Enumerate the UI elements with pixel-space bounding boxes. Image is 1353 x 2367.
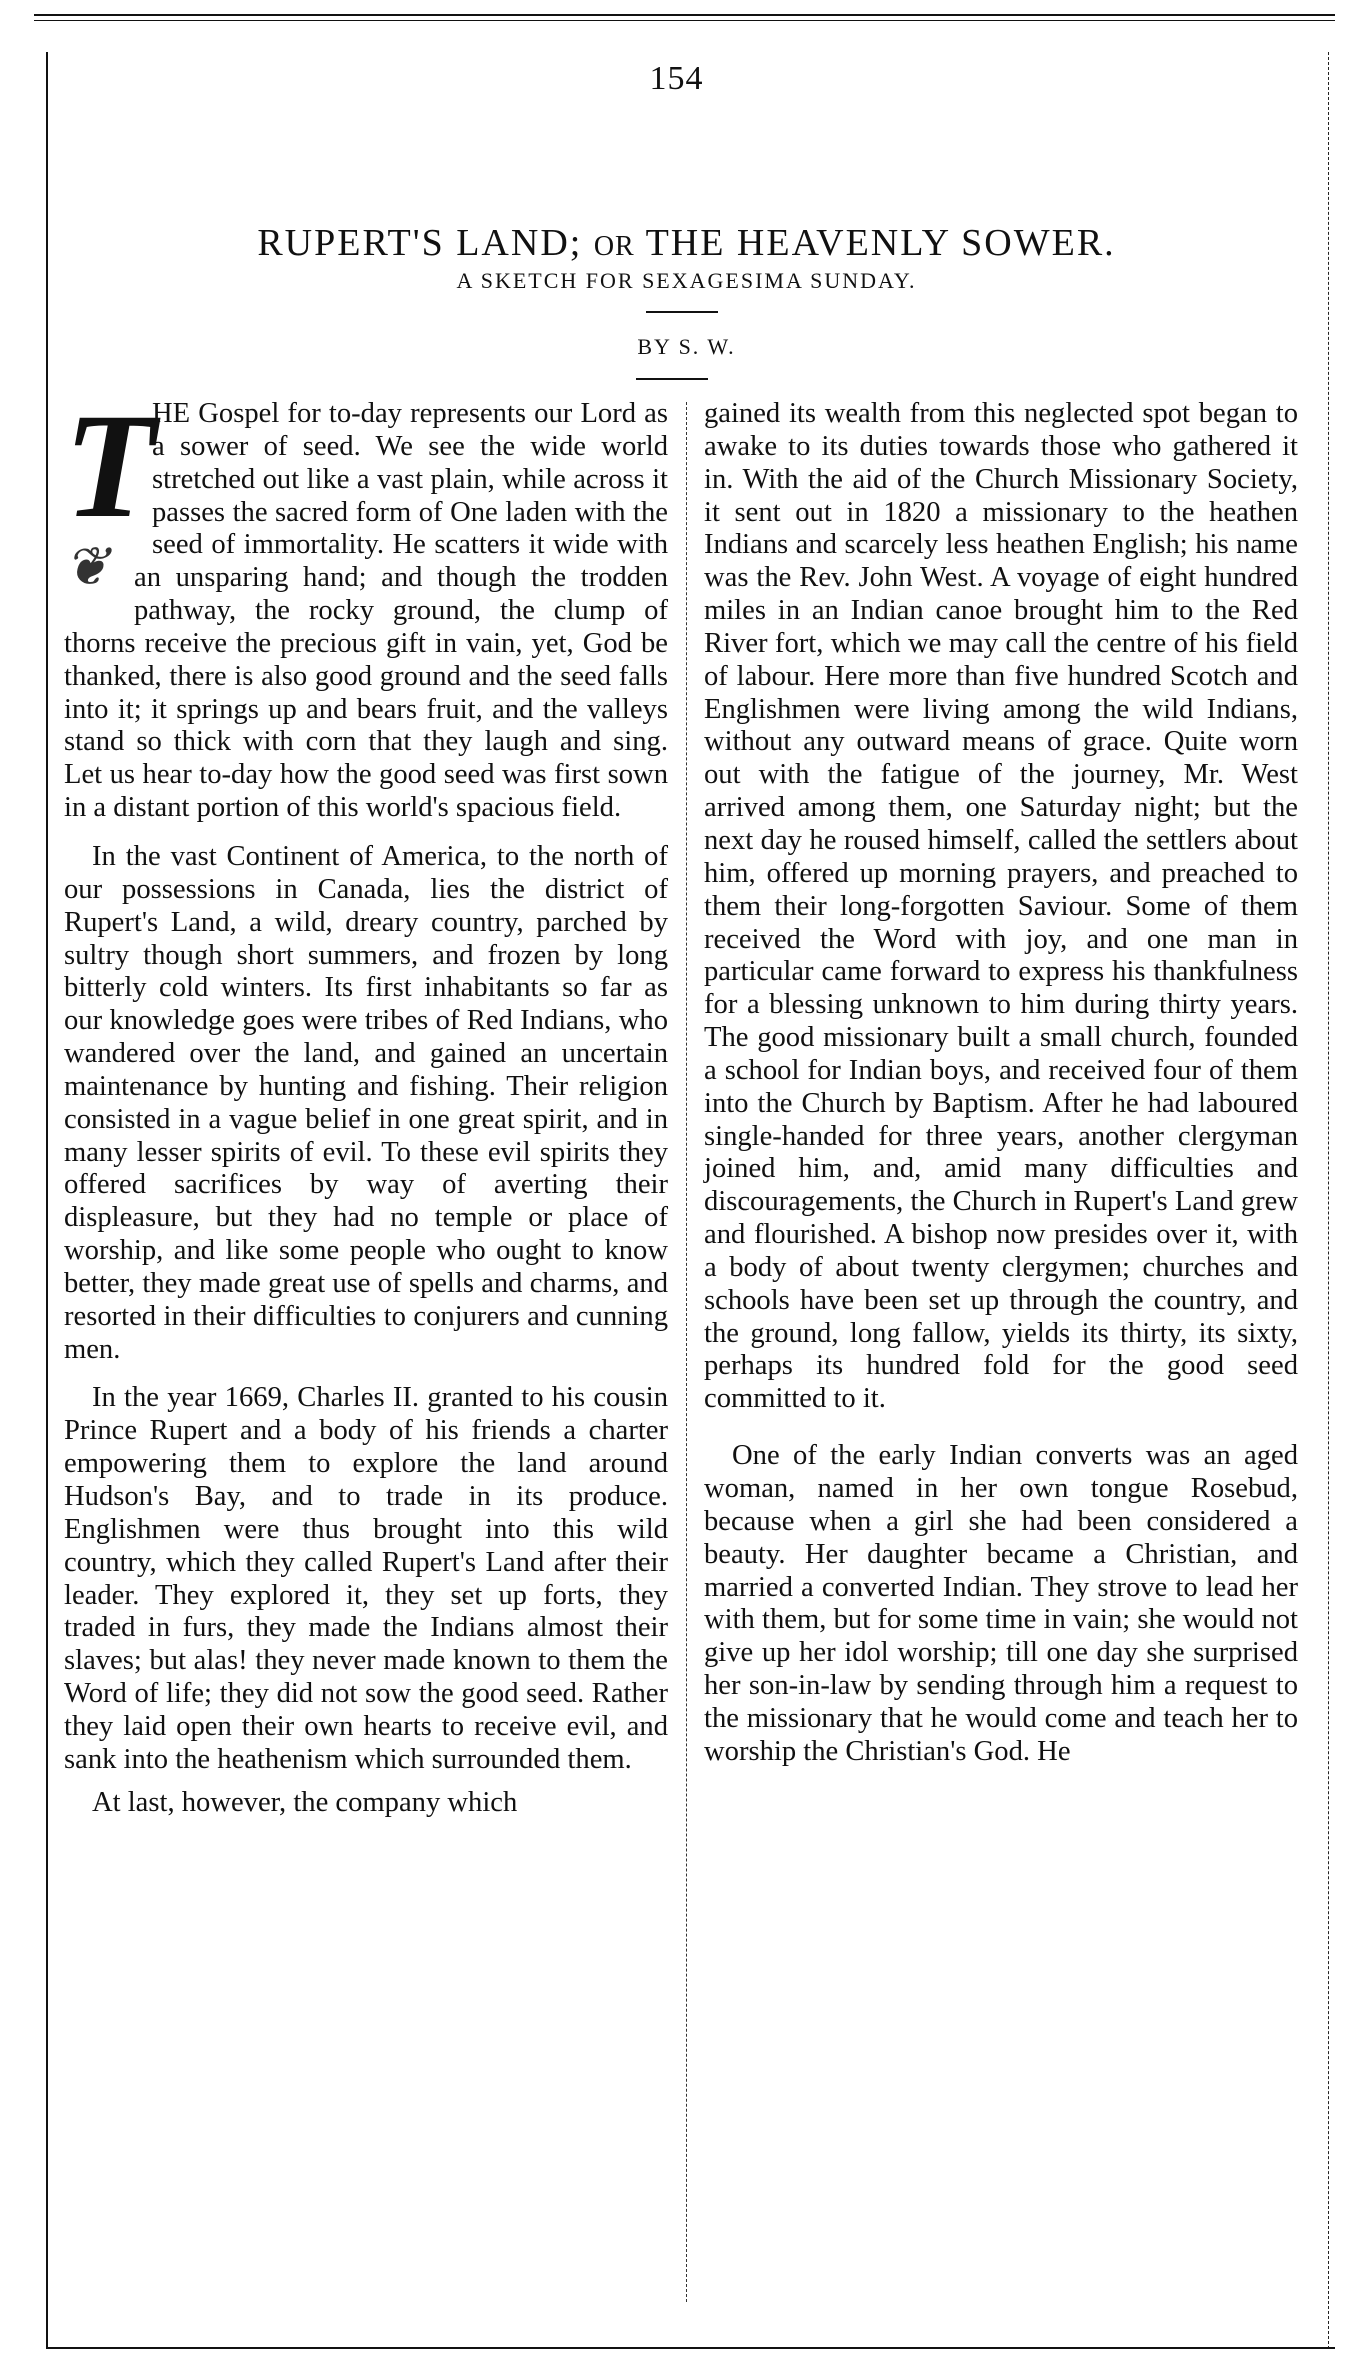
drop-cap-letter: T [64,383,156,549]
left-border-rule [46,52,48,2349]
left-paragraph-3: In the year 1669, Charles II. granted to his cousin Prince Rupert and a body of his friends a charter empowering them to explore the land around Hudson's Bay, and to trade in its produce. Englishmen were thus brought into this wild country, which they called Rupert's Land after their leader. They explored it, they set up forts, they traded in furs, they made the Indians almost their slaves; but alas! they never made known to them the Word of life; they did not sow the good seed. Rather they laid open their own hearts to receive evil, and sank into the heathenism which surrounded them. [64,1382,668,1775]
left-paragraph-2: In the vast Continent of America, to the north of our possessions in Canada, lies the district of Rupert's Land, a wild, dreary country, parched by sultry though short summers, and frozen by long bitterly cold winters. Its first inhabitants so far as our knowledge goes were tribes of Red Indians, who wandered over the land, and gained an uncertain maintenance by hunting and fishing. Their religion consisted in a vague belief in one great spirit, and in many lesser spirits of evil. To these evil spirits they offered sacrifices by way of averting their displeasure, but they had no temple or place of worship, and like some people who ought to know better, they made great use of spells and charms, and resorted in their difficulties to conjurers and cunning men. [64,840,668,1365]
title-or: OR [593,231,635,263]
left-paragraph-1 [64,383,668,825]
byline-rule [636,378,708,380]
right-paragraph-1: gained its wealth from this neglected spot began to awake to its duties towards those who gathered it in. With the aid of the Church Missionary Society, it sent out in 1820 a missionary to the heathen Indians and scarcely less heathen English; his name was the Rev. John West. A voyage of eight hundred miles in an Indian canoe brought him to the Red River fort, which we may call the centre of his field of labour. Here more than five hundred Scotch and Englishmen were living among the wild Indians, without any outward means of grace. Quite worn out with the fatigue of the journey, Mr. West arrived among them, one Saturday night; but the next day he roused himself, called the settlers about him, offered up morning prayers, and preached to them their long-forgotten Saviour. Some of them received the Word with joy, and one man in particular came forward to express his thankfulness for a blessing unknown to him during thirty years. The good missionary built a small church, founded a school for Indian boys, and received four of them into the Church by Baptism. After he had laboured single-handed for three years, another clergyman joined him, and, amid many difficulties and discouragements, the Church in Rupert's Land grew and flourished. A bishop now presides over it, with a body of about twenty clergymen; churches and schools have been set up through the country, and the ground, long fallow, yields its thirty, its sixty, perhaps its hundred fold for the good seed committed to it. [704,398,1298,1415]
right-paragraph-2: One of the early Indian converts was an aged woman, named in her own tongue Rosebud, because when a girl she had been considered a beauty. Her daughter became a Christian, and married a converted Indian. They strove to lead her with them, but for some time in vain; she would not give up her idol worship; till one day she surprised her son-in-law by sending through him a request to the missionary that he would come and teach her to worship the Christian's God. He [704,1440,1298,1767]
bottom-border-rule [46,2347,1335,2349]
left-paragraph-1-text: HE Gospel for to-day represents our Lord as a sower of seed. We see the wide world stretched out like a vast plain, while across it passes the sacred form of One laden with the seed of immortality. He scatters it wide with an unsparing hand; and though the trodden pathway, the rocky ground, the clump of thorns receive the precious gift in vain, yet, God be thanked, there is also good ground and the seed falls into it; it springs up and bears fruit, and the valleys stand so thick with corn that they laugh and sing. Let us hear to-day how the good seed was first sown in a distant portion of this world's spacious field. [64,398,668,824]
page-number: 154 [649,60,704,97]
article-byline: BY S. W. [637,334,736,359]
subtitle-rule [646,311,718,313]
left-paragraph-4: At last, however, the company which [92,1786,518,1818]
top-border-rule [34,14,1335,16]
right-border-rule [1328,52,1329,2349]
right-column [704,398,1298,1769]
article-subtitle: A SKETCH FOR SEXAGESIMA SUNDAY. [456,268,917,293]
column-divider [686,402,687,2302]
title-main: RUPERT'S LAND; [257,222,583,265]
title-rest: THE HEAVENLY SOWER. [645,222,1116,265]
drop-cap-ornament-icon: ❦ [64,537,110,597]
top-border-rule-inner [34,20,1335,21]
article-title [60,221,1313,265]
left-column [64,383,668,1819]
